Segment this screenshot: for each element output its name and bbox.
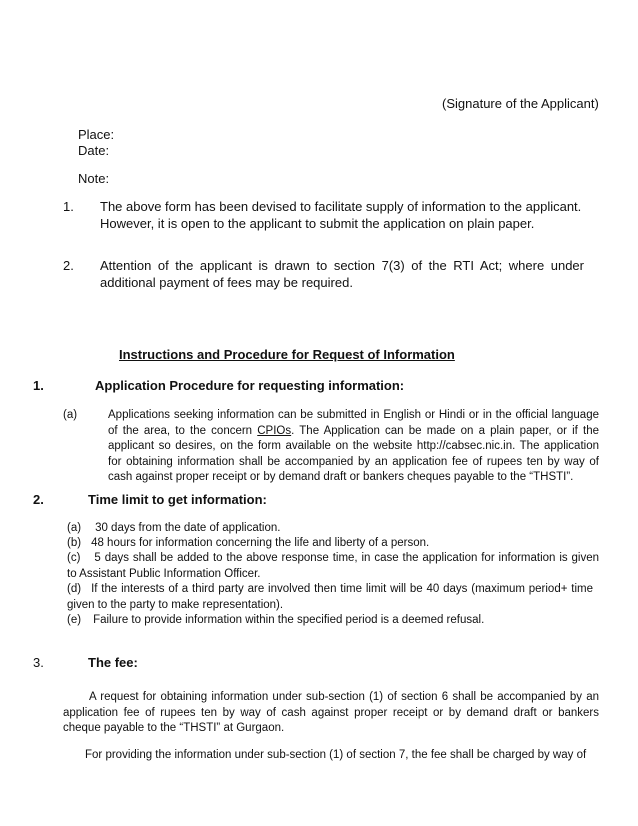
item-text: 5 days shall be added to the above response time, in case the application for information is given to Assistant Public Information Officer. [67,552,599,580]
section-heading: Time limit to get information: [88,492,267,507]
section-number: 2. [33,492,44,507]
date-label: Date: [78,143,110,158]
signature-label: (Signature of the Applicant) [442,96,599,111]
item-text: 30 days from the date of application. [95,522,281,534]
section-number: 3. [33,655,44,670]
item-text: Failure to provide information within the specified period is a deemed refusal. [93,614,485,626]
item-text: If the interests of a third party are involved then time limit will be 40 days (maximum period+ time given to the party to make representation). [67,583,593,611]
list-item [67,551,599,582]
item-text: 48 hours for information concerning the life and liberty of a person. [91,537,430,549]
note-number: 2. [63,258,74,273]
instructions-title: Instructions and Procedure for Request of Information [119,347,455,362]
item-label: (c) [67,552,81,564]
place-label: Place: [78,127,115,142]
section-number: 1. [33,378,44,393]
item-text-part: Applications seeking information can be submitted in English or Hindi or in the official language of the area, to the concern [108,409,599,437]
list-item [67,613,484,629]
list-item [67,536,429,552]
fee-paragraph: A request for obtaining information under sub-section (1) of section 6 shall be accompanied by an application fee of rupees ten by way of cash against proper receipt or by demand draft or bankers cheque payable to the “THSTI” at Gurgaon. [63,691,599,734]
item-label: (a) [63,409,78,421]
fee-paragraph: For providing the information under sub-section (1) of section 7, the fee shall be charged by way of [85,749,587,761]
section-heading: The fee: [88,655,138,670]
item-text-part: . The Application can be made on a plain paper, or if the applicant so desires, on the form available on the website http://cabsec.nic.in. The application for obtaining information shall be accompanied by an application fee of rupees ten by way of cash against proper receipt or by demand draft or bankers cheques payable to the “THSTI”. [108,424,599,483]
item-text [108,408,599,486]
list-item [67,582,593,613]
item-label: (d) [67,583,82,595]
note-number: 1. [63,199,74,214]
note-text: Attention of the applicant is drawn to section 7(3) of the RTI Act; where under additional payment of fees may be required. [100,258,584,290]
note-label: Note: [78,171,110,186]
cpio-link[interactable]: CPIOs [257,424,292,437]
section-heading: Application Procedure for requesting information: [95,378,405,393]
item-label: (a) [67,522,82,534]
item-label: (e) [67,614,82,626]
list-item [67,521,280,537]
note-text: The above form has been devised to facilitate supply of information to the applicant. However, it is open to the applicant to submit the application on plain paper. [100,199,582,231]
item-label: (b) [67,537,82,549]
